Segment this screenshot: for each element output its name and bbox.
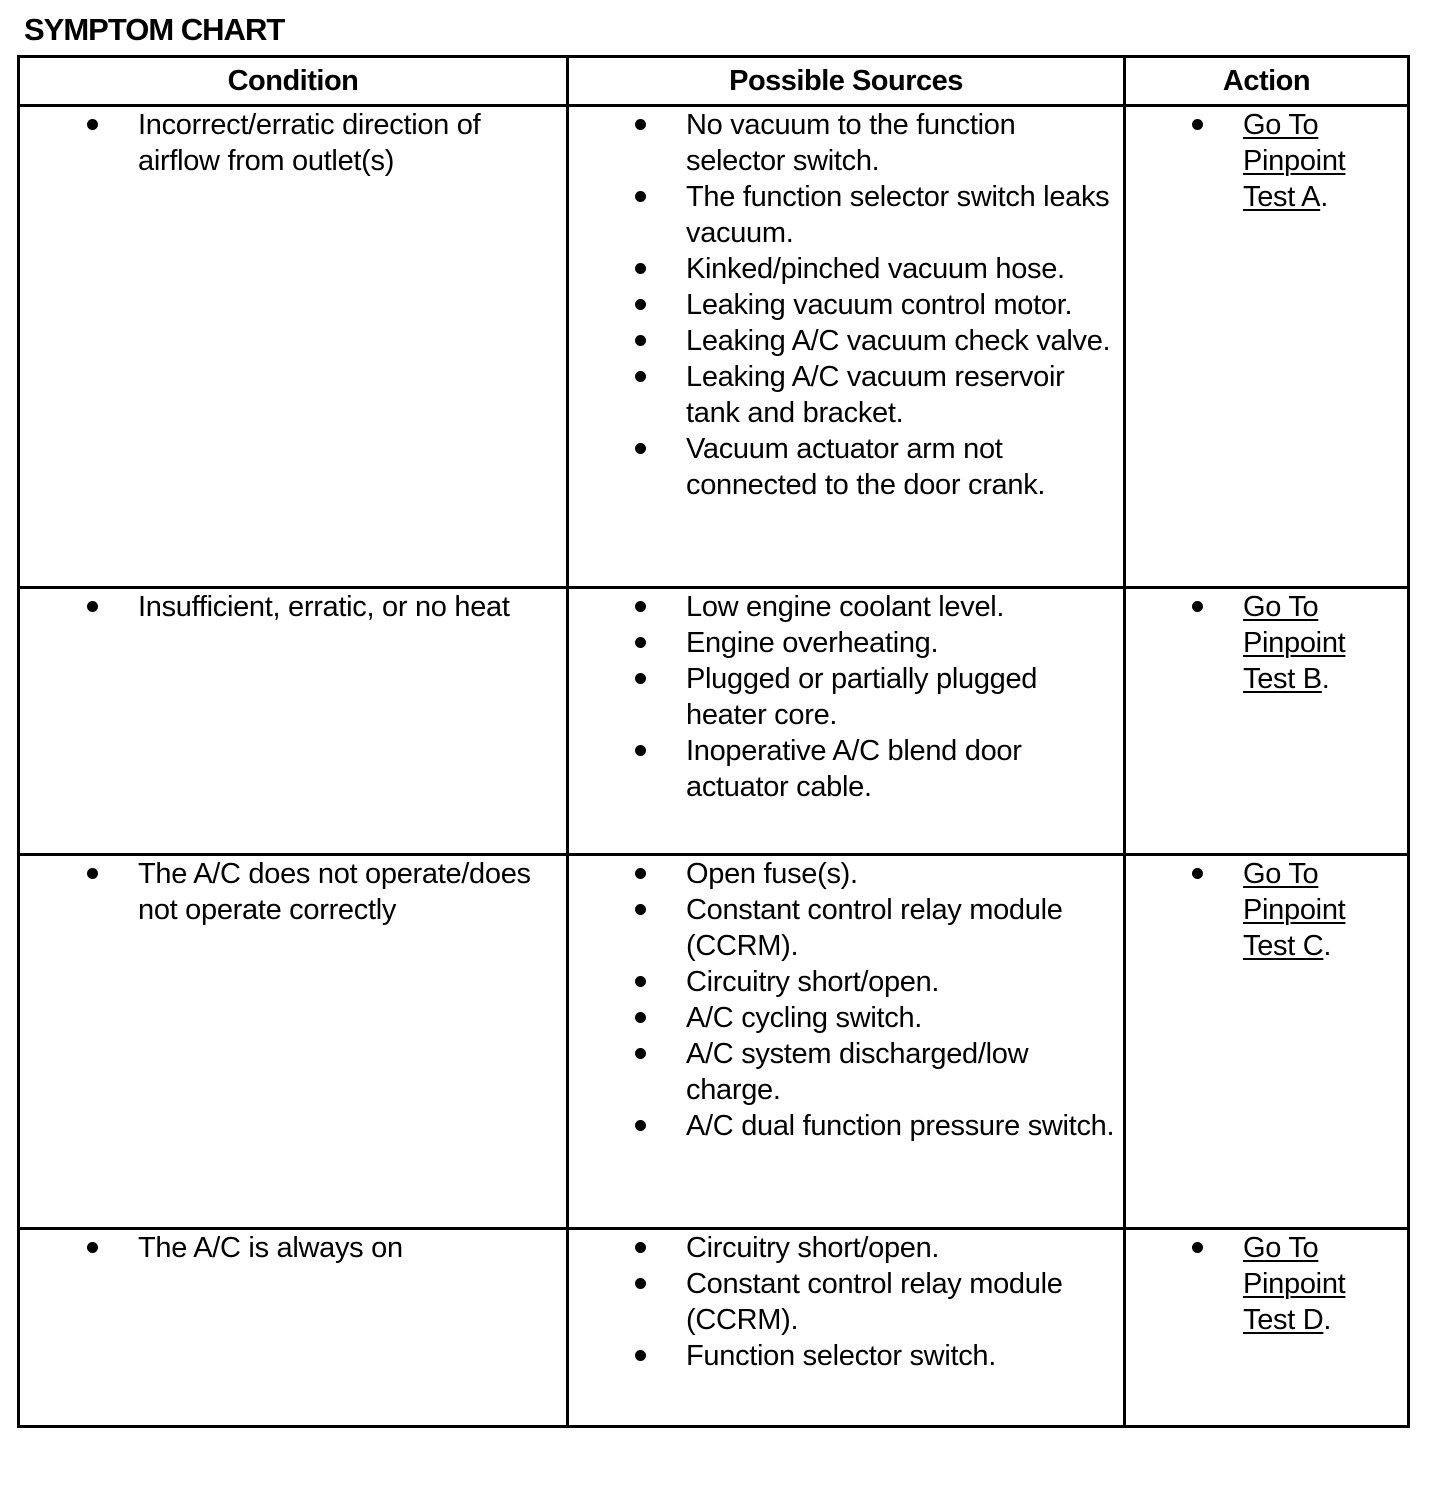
action-item — [1126, 856, 1407, 964]
condition-cell — [19, 1229, 568, 1427]
condition-cell — [19, 588, 568, 855]
source-item: Leaking vacuum control motor. — [569, 287, 1123, 323]
action-cell — [1125, 1229, 1409, 1427]
possible-sources-cell — [568, 588, 1125, 855]
table-row — [19, 588, 1409, 855]
source-item: Leaking A/C vacuum check valve. — [569, 323, 1123, 359]
source-item: Inoperative A/C blend door actuator cable. — [569, 733, 1123, 805]
pinpoint-test-a-link[interactable]: Go To Pinpoint Test A — [1243, 109, 1346, 213]
source-item: Leaking A/C vacuum reservoir tank and bracket. — [569, 359, 1123, 431]
column-header-condition: Condition — [19, 57, 568, 106]
action-suffix: . — [1320, 181, 1328, 213]
symptom-chart-table — [17, 55, 1410, 1428]
table-row — [19, 106, 1409, 588]
page-title: SYMPTOM CHART — [24, 12, 285, 47]
condition-text: Incorrect/erratic direction of airflow from outlet(s) — [20, 107, 566, 179]
possible-sources-cell — [568, 855, 1125, 1229]
source-item: Open fuse(s). — [569, 856, 1123, 892]
condition-cell — [19, 106, 568, 588]
column-header-possible-sources: Possible Sources — [568, 57, 1125, 106]
action-suffix: . — [1323, 930, 1332, 962]
source-item: Circuitry short/open. — [569, 964, 1123, 1000]
source-item: Plugged or partially plugged heater core. — [569, 661, 1123, 733]
action-cell — [1125, 106, 1409, 588]
action-suffix: . — [1323, 1304, 1332, 1336]
source-item: Kinked/pinched vacuum hose. — [569, 251, 1123, 287]
condition-cell — [19, 855, 568, 1229]
action-item — [1126, 1230, 1407, 1338]
table-row — [19, 1229, 1409, 1427]
condition-text: Insufficient, erratic, or no heat — [20, 589, 566, 625]
action-item — [1126, 107, 1407, 215]
source-item: A/C system discharged/low charge. — [569, 1036, 1123, 1108]
source-item: A/C dual function pressure switch. — [569, 1108, 1123, 1144]
source-item: Engine overheating. — [569, 625, 1123, 661]
source-item: Function selector switch. — [569, 1338, 1123, 1374]
source-item: A/C cycling switch. — [569, 1000, 1123, 1036]
action-suffix: . — [1321, 663, 1330, 695]
pinpoint-test-d-link[interactable]: Go To Pinpoint Test D — [1243, 1232, 1346, 1336]
action-cell — [1125, 855, 1409, 1229]
possible-sources-cell — [568, 1229, 1125, 1427]
source-item: Low engine coolant level. — [569, 589, 1123, 625]
source-item: Circuitry short/open. — [569, 1230, 1123, 1266]
action-item — [1126, 589, 1407, 697]
pinpoint-test-c-link[interactable]: Go To Pinpoint Test C — [1243, 858, 1346, 962]
condition-text: The A/C is always on — [20, 1230, 566, 1266]
table-row — [19, 855, 1409, 1229]
condition-text: The A/C does not operate/does not operate correctly — [20, 856, 566, 928]
column-header-action: Action — [1125, 57, 1409, 106]
source-item: Constant control relay module (CCRM). — [569, 1266, 1123, 1338]
pinpoint-test-b-link[interactable]: Go To Pinpoint Test B — [1243, 591, 1346, 695]
source-item: The function selector switch leaks vacuum. — [569, 179, 1123, 251]
source-item: Vacuum actuator arm not connected to the door crank. — [569, 431, 1123, 503]
header-row — [19, 57, 1409, 106]
source-item: No vacuum to the function selector switch. — [569, 107, 1123, 179]
possible-sources-cell — [568, 106, 1125, 588]
source-item: Constant control relay module (CCRM). — [569, 892, 1123, 964]
action-cell — [1125, 588, 1409, 855]
